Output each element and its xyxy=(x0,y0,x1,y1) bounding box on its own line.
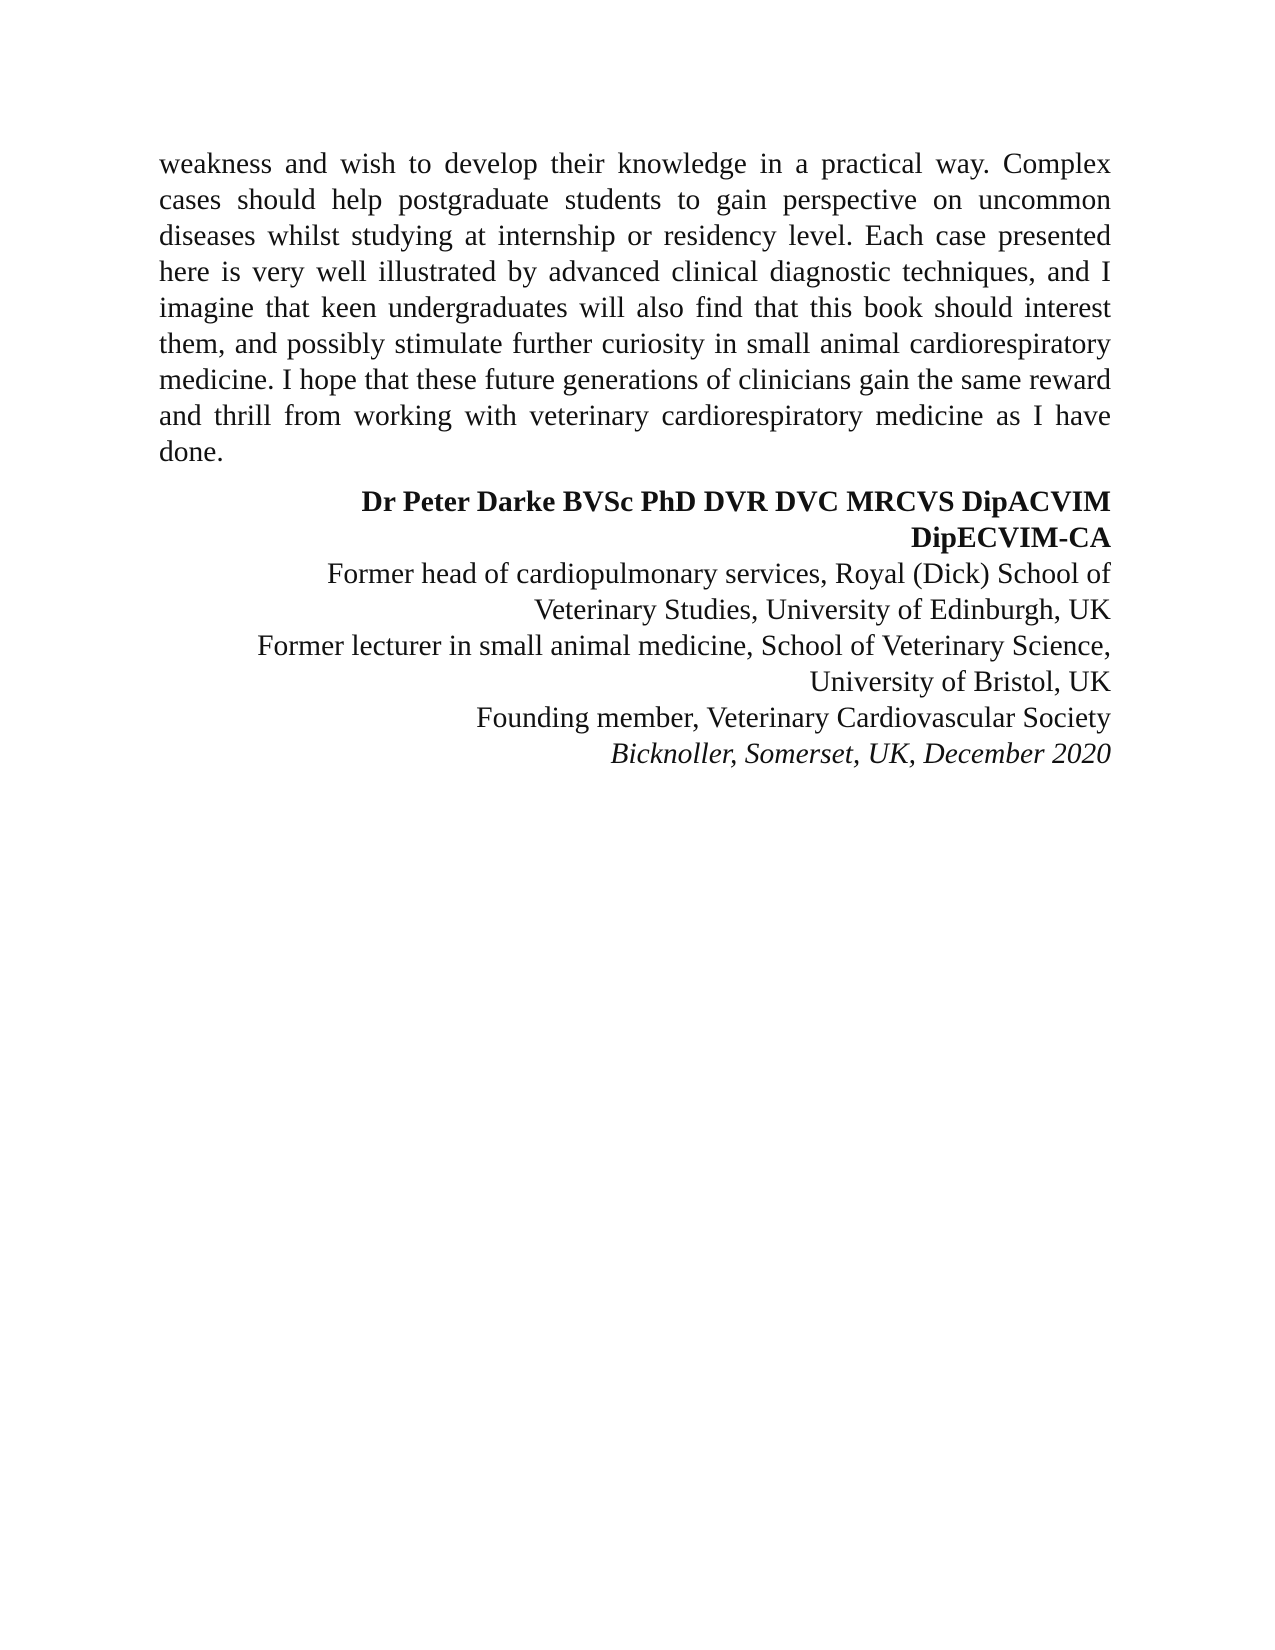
author-role-3: Founding member, Veterinary Cardiovascular Society xyxy=(476,702,1111,734)
author-role-2-line-2: University of Bristol, UK xyxy=(809,666,1111,698)
author-role-2-line-1: Former lecturer in small animal medicine, School of Veterinary Science, xyxy=(257,630,1111,662)
author-name-line-1: Dr Peter Darke BVSc PhD DVR DVC MRCVS DipACVIM xyxy=(361,486,1111,518)
signature-block xyxy=(159,484,1111,772)
author-name-line-2: DipECVIM-CA xyxy=(911,522,1111,554)
body-paragraph: weakness and wish to develop their knowledge in a practical way. Complex cases should help postgraduate students to gain perspective on uncommon diseases whilst studying at internship or residency level. Each case presented here is very well illustrated by advanced clinical diagnostic techniques, and I imagine that keen undergraduates will also find that this book should interest them, and possibly stimulate further curiosity in small animal cardiorespiratory medicine. I hope that these future generations of clinicians gain the same reward and thrill from working with veterinary cardiorespiratory medicine as I have done. xyxy=(159,148,1111,468)
author-role-1-line-1: Former head of cardiopulmonary services, Royal (Dick) School of xyxy=(327,558,1111,590)
author-role-1-line-2: Veterinary Studies, University of Edinburgh, UK xyxy=(533,594,1111,626)
place-and-date: Bicknoller, Somerset, UK, December 2020 xyxy=(610,738,1111,770)
document-page xyxy=(159,146,1111,772)
